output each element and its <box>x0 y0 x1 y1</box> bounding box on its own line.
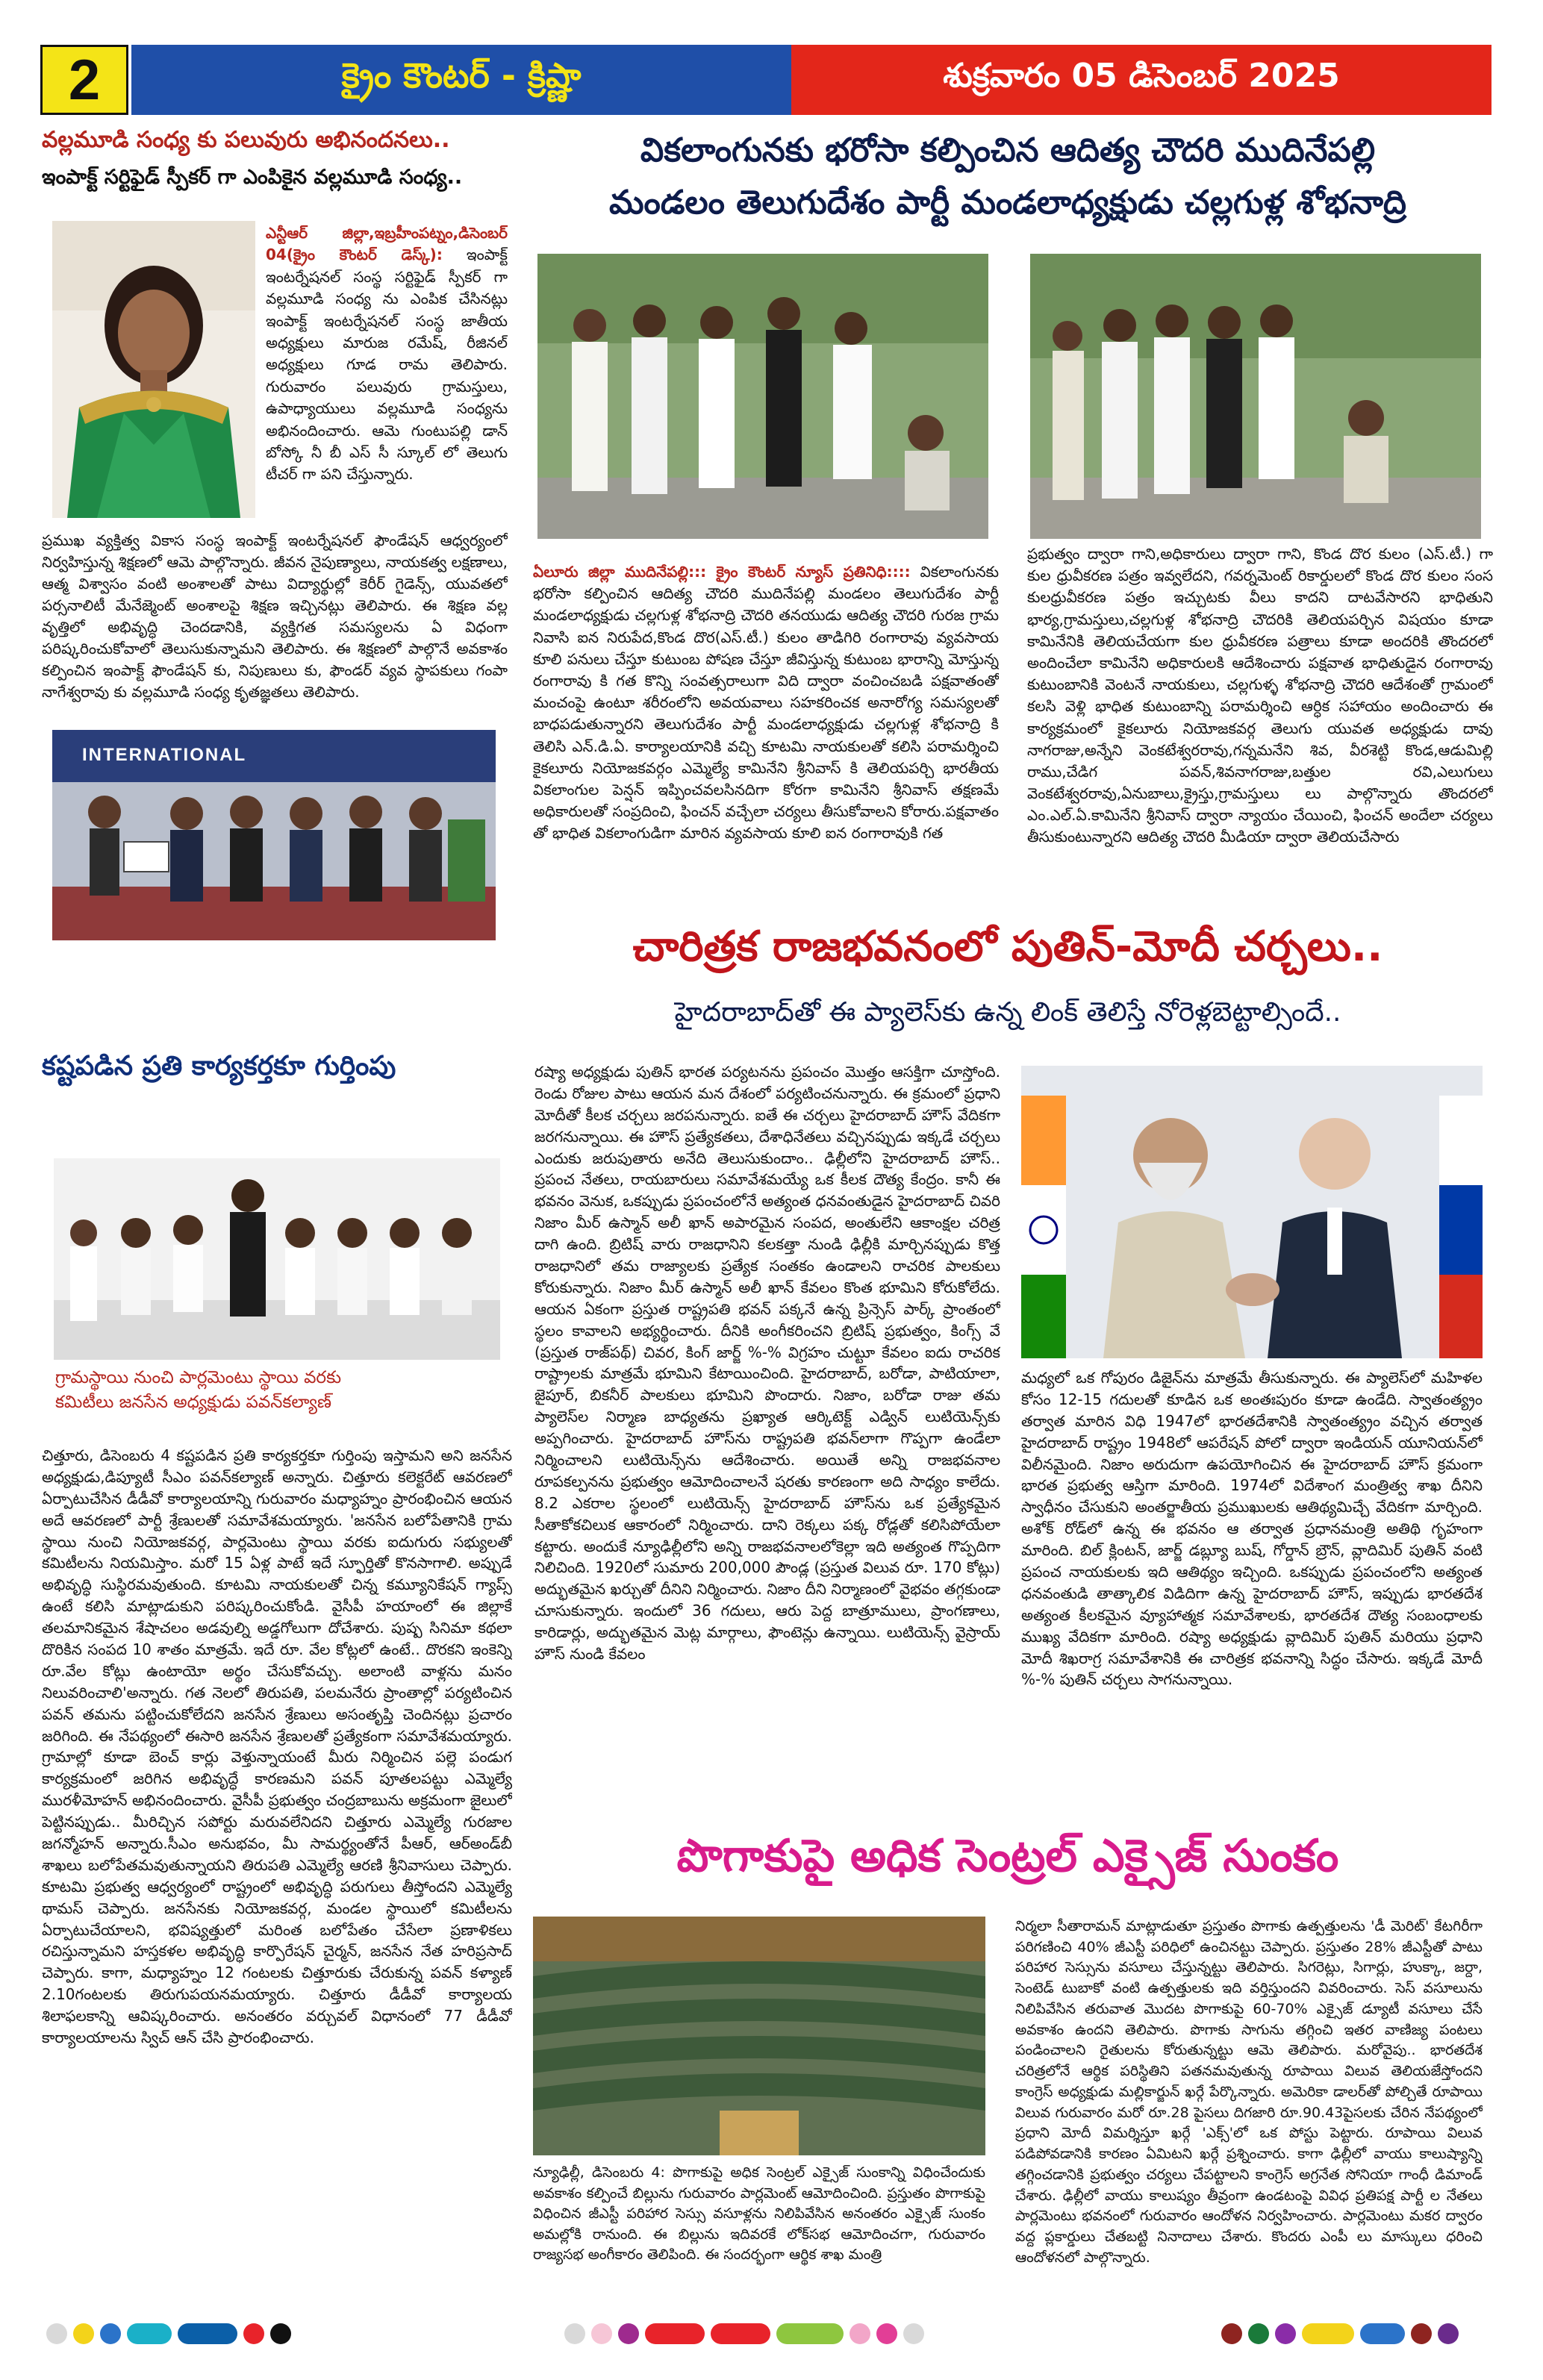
aditya-body-left <box>533 561 999 897</box>
meeting-illustration <box>54 1114 500 1360</box>
janasena-meeting-photo <box>54 1114 500 1360</box>
putin-body-right: మధ్యలో ఒక గోపురం డిజైన్‌ను మాత్రమే తీసుకున్నారు. ఈ ప్యాలెస్‌లో మహిళల కోసం 12-15 గదులతో కూడిన ఒక అంతఃపురం కూడా ఉండేది. స్వాతంత్య్రం తర్వాత మారిన విధి 1947లో భారతదేశానికి స్వాతంత్య్రం వచ్చిన తర్వాత హైదరాబాద్ రాష్ట్రం 1948లో ఆపరేషన్ పోలో ద్వారా ఇండియన్ యూనియన్‌లో విలీనమైంది. నిజాం అరుదుగా ఉపయోగించిన ఈ హైదరాబాద్ హౌస్ క్రమంగా భారత ప్రభుత్వ ఆస్తిగా మారింది. 1974లో విదేశాంగ మంత్రిత్వ శాఖ దీనిని స్వాధీనం చేసుకుని అంతర్జాతీయ ప్రముఖులకు ఆతిథ్యమిచ్చే వేదికగా మార్చింది. అశోక్ రోడ్‌లో ఉన్న ఈ భవనం ఆ తర్వాత ప్రధానమంత్రి అతిథి గృహంగా మారింది. బిల్ క్లింటన్, జార్జ్ డబ్ల్యూ బుష్, గోర్డాన్ బ్రౌన్, వ్లాదిమిర్ పుతిన్ వంటి ప్రపంచ నాయకులకు ఇది ఆతిథ్యం ఇచ్చింది. ఒకప్పుడు ప్రపంచంలోని అత్యంత ధనవంతుడి తాత్కాలిక విడిదిగా ఉన్న హైదరాబాద్ హౌస్, ఇప్పుడు భారతదేశ అత్యంత కీలకమైన వ్యూహాత్మక సమావేశాలకు, భారతదేశ దౌత్య సంబంధాలకు ముఖ్య వేదికగా మారింది. రష్యా అధ్యక్షుడు వ్లాదిమిర్ పుతిన్ మరియు ప్రధాని మోదీ శిఖరాగ్ర సమావేశానికి ఈ చారిత్రక భవనాన్ని సిద్ధం చేసారు. ఇక్కడే మోదీ %-% పుతిన్ చర్చలు సాగనున్నాయి. <box>1021 1369 1483 1689</box>
color-bar <box>1360 2323 1405 2344</box>
subheadline: గ్రామస్థాయి నుంచి పార్లమెంటు స్థాయి వరకు కమిటీలు జనసేన అధ్యక్షుడు పవన్‌కల్యాణ్ <box>55 1368 342 1413</box>
portrait-illustration <box>52 221 255 518</box>
body-text: వికలాంగునకు భరోసా కల్పించిన ఆదిత్య చౌదరి ముదినేపల్లి మండలం తెలుగుదేశం పార్టీ మండలాధ్యక్షుడు చల్లగుళ్ల శోభనాద్రి చౌదరి తనయుడు ఆదిత్య చౌదరి గురజ గ్రామ నివాసి ఐన నిరుపేద,కొండ దొర(ఎస్.టీ.) కులం తాడిగిరి రంగారావు వ్యవసాయ కూలి పనులు చేస్తూ కుటుంబ పోషణ చేస్తూ జీవిస్తున్న కుటుంబ భారాన్ని మోస్తున్న రంగారావు కి గత కొన్ని సంవత్సరాలుగా విది ద్వారా వంచించబడి పక్షవాతంతో మంచంపై ఉంటూ శరీరంలోని అవయవాలు సహకరించక అనారోగ్య సమస్యలతో బాధపడుతున్నారని తెలుగుదేశం పార్టీ మండలాధ్యక్షుడు చల్లగుళ్ల శోభనాద్రి కి తెలిసి ఎన్.డి.ఏ. కార్యాలయానికి వచ్చి కూటమి నాయకులతో కలిసి పరామర్శించి కైకలూరు నియోజకవర్గం ఎమ్మెల్యే కామినేని శ్రీనివాస్ కి తెలియపర్చి భారతీయ వికలాంగుల పెన్షన్ ఇప్పించవలసినదిగా కోరగా కామినేని శ్రీనివాస్ తక్షణమే అధికారులతో సంప్రదించి, ఫించన్ వచ్చేలా చర్యలు తీసుకోవాలని కోరారు.పక్షవాతం తో భాధిత వికలాంగుడిగా మారిన వ్యవసాయ కూలి ఐన రంగారావుకి గత <box>533 563 999 843</box>
tobacco-body-left: న్యూఢిల్లీ, డిసెంబరు 4: పొగాకుపై అధిక సెంట్రల్ ఎక్సైజ్ సుంకాన్ని విధించేందుకు అవకాశం కల్పించే బిల్లును గురువారం పార్లమెంట్ ఆమోదించింది. ప్రస్తుతం పొగాకుపై విధించిన జీఎస్టీ పరిహార సెస్సు వసూళ్లను నిలిపివేసిన అనంతరం ఎక్సైజ్ సుంకం అమల్లోకి రానుంది. ఈ బిల్లును ఇదివరకే లోక్‌సభ ఆమోదించగా, గురువారం రాజ్యసభ అంగీకారం తెలిపింది. ఈ సందర్భంగా ఆర్థిక శాఖ మంత్రి <box>533 2164 985 2264</box>
sandhya-body-bottom: ప్రముఖ వ్యక్తిత్వ వికాస సంస్థ ఇంపాక్ట్ ఇంటర్నేషనల్ ఫౌండేషన్ ఆధ్వర్యంలో నిర్వహిస్తున్న శిక్షణలో ఆమె పాల్గొన్నారు. జీవన నైపుణ్యాలు, నాయకత్వ లక్షణాలు, ఆత్మ విశ్వాసం వంటి అంశాలతో పాటు విద్యార్థుల్లో కెరీర్ గైడెన్స్, యువతలో పర్సనాలిటీ మేనేజ్మెంట్ అంశాలపై శిక్షణ ఇచ్చినట్లు తెలిపారు. ఈ శిక్షణ వల్ల వృత్తిలో అభివృద్ధి చెందడానికి, వ్యక్తిగత సమస్యలను ఏ విధంగా పరిష్కరించుకోవాలో తెలుసుకున్నామని తెలిపారు. ఈ శిక్షణలో పాల్గొనే అవకాశం కల్పించిన ఇంపాక్ట్ ఫౌండేషన్ కు, నిపుణులు కు, ఫౌండర్ వ్యవ స్థాపకులు గంపా నాగేశ్వరావు కు వల్లమూడి సంధ్య కృతజ్ఞతలు తెలిపారు. <box>42 531 508 701</box>
page-number-box <box>40 45 128 115</box>
edition-bar <box>131 45 791 115</box>
color-dot <box>903 2323 924 2344</box>
color-dot <box>591 2323 612 2344</box>
page-header <box>40 45 1491 115</box>
color-dot <box>1411 2323 1432 2344</box>
dateline: ఏలూరు జిల్లా ముదినేపల్లి::: క్రైం కౌంటర్ న్యూస్ ప్రతినిధి:::: <box>533 563 911 581</box>
article-putin-modi <box>523 922 1493 1818</box>
aditya-visit-photo-2 <box>1030 254 1481 539</box>
aditya-body-right: ప్రభుత్వం ద్వారా గాని,అధికారులు ద్వారా గాని, కొండ దొర కులం (ఎస్.టీ.) గా కుల ధ్రువీకరణ పత్రం ఇవ్వలేదని, గవర్నమెంట్ రికార్డులలో కొండ దొర కులం సంస కులధ్రువీకరణ పత్రం ఇచ్చుటకు వీలు కాదని దాటవేసారని భాధితుని భార్య,గ్రామస్తులు,చల్లగుళ్ల శోభనాద్రి చౌదరికి తెలియపర్చిన విషయం కూడా కామినేనికి తెలియచేయగా కుల ధ్రువీకరణ పత్రాలు కూడా అందరికి తొందరలో అందించేలా కామినేని అధికారులకి ఆదేశించారు పక్షవాత భాధితుడైన రంగారావు కుటుంబానికి వెంటనే నాయకులు, చల్లగుళ్ళ శోభనాద్రి చౌదరి ఆదేశంతో గ్రామంలో కలసి వెళ్లి భాధిత కుటుంబాన్ని పరామర్శించి ఆర్ధిక సహాయం అందించారు ఈ కార్యక్రమంలో కైకలూరు నియోజకవర్గ తెలుగు యువత అధ్యక్షుడు దావు నాగరాజు,అన్నేని వెంకటేశ్వరరావు,గన్నమనేని శివ, వీరశెట్టి కొండ,ఆడుమిల్లి రాము,చేడిగ పవన్,శివనాగరాజు,బత్తుల రవి,ఎలుగులు వెంకటేశ్వరరావు,ఏనుబాలు,క్రైస్తు,గ్రామస్తులు లు పాల్గొన్నారు తొందరలో ఎం.ఎల్.ఏ.కామినేని శ్రీనివాస్ ద్వారా న్యాయం చేయించి, ఫించన్ అందేలా చర్యలు తీసుకుంటున్నారని ఆదిత్య చౌదరి మీడియా ద్వారా తెలియచేసారు <box>1027 545 1493 846</box>
color-dot <box>270 2323 291 2344</box>
sandhya-body-top <box>266 222 508 558</box>
color-bar <box>1302 2323 1354 2344</box>
article-sandhya <box>42 127 508 1037</box>
color-dot <box>1221 2323 1242 2344</box>
subheadline: హైదరాబాద్‌తో ఈ ప్యాలెస్‌కు ఉన్న లింక్ తెలిస్తే నోరెళ్లబెట్టాల్సిందే.. <box>674 997 1341 1028</box>
training-ceremony-photo <box>52 730 496 940</box>
color-bar <box>645 2323 705 2344</box>
article-pawan-kalyan <box>42 1051 512 2282</box>
issue-date: శుక్రవారం 05 డిసెంబర్ 2025 <box>943 57 1340 95</box>
body-text: ఇంపాక్ట్ ఇంటర్నేషనల్ సంస్థ సర్టిఫైడ్ స్పీకర్ గా వల్లమూడి సంధ్య ను ఎంపిక చేసినట్లు ఇంపాక్ట్ ఇంటర్నేషనల్ సంస్థ జాతీయ అధ్యక్షులు మారుజ రమేష్, రీజినల్ అధ్యక్షులు గూడ రామ తెలిపారు. గురువారం పలువురు గ్రామస్తులు, ఉపాధ్యాయులు వల్లమూడి సంధ్యను అభినందించారు. ఆమె గుంటుపల్లి డాన్ బోస్కో నీ బీ ఎస్ సీ స్కూల్ లో తెలుగు టీచర్ గా పని చేస్తున్నారు. <box>266 246 508 484</box>
aditya-visit-photo-1 <box>537 254 988 539</box>
color-dot <box>1438 2323 1459 2344</box>
color-dot <box>850 2323 870 2344</box>
sandhya-portrait-photo <box>52 221 255 518</box>
putin-body-left: రష్యా అధ్యక్షుడు పుతిన్ భారత పర్యటనను ప్రపంచం మొత్తం ఆసక్తిగా చూస్తోంది. రెండు రోజుల పాటు ఆయన మన దేశంలో పర్యటించనున్నారు. ఈ క్రమంలో ప్రధాని మోదీతో కీలక చర్చలు జరపనున్నారు. ఐతే ఈ చర్చలు హైదరాబాద్ హౌస్ వేదికగా జరగనున్నాయి. ఈ హౌస్ ప్రత్యేకతలు, దేశాధినేతలు వచ్చినప్పుడు ఇక్కడే చర్చలు ఎందుకు జరుపుతారు అనేది తెలుసుకుందాం.. ఢిల్లీలోని హైదరాబాద్ హౌస్.. ప్రపంచ నేతలు, రాయబారులు సమావేశమయ్యే ఒక కీలక దౌత్య కేంద్రం. కానీ ఈ భవనం వెనుక, ఒకప్పుడు ప్రపంచంలోనే అత్యంత ధనవంతుడైన హైదరాబాద్ చివరి నిజాం మీర్ ఉస్మాన్ అలీ ఖాన్ అపారమైన సంపద, అంతులేని ఆకాంక్షల చరిత్ర దాగి ఉంది. బ్రిటిష్ వారు రాజధానిని కలకత్తా నుండి ఢిల్లీకి మార్చినప్పుడు కొత్త రాజధానిలో తమ రాజ్యాలకు ప్రత్యేక సంతకం ఉండాలని రాచరిక పాలకులు కోరుకున్నారు. నిజాం మీర్ ఉస్మాన్ అలీ ఖాన్ కేవలం కొంత భూమిని కోరుకోలేదు. ఆయన ఏకంగా ప్రస్తుత రాష్ట్రపతి భవన్ పక్కనే ఉన్న ప్రిన్సెస్ పార్క్ ప్రాంతంలో స్థలం కావాలని అభ్యర్థించారు. దీనికి అంగీకరించని బ్రిటిష్ ప్రభుత్వం, కింగ్స్ వే (ప్రస్తుత రాజ్‌పథ్) చివర, కింగ్ జార్జ్ %-% విగ్రహం చుట్టూ కేవలం ఐదు రాచరిక రాష్ట్రాలకు మాత్రమే భూమిని కేటాయించింది. హైదరాబాద్, బరోడా, పాటియాలా, జైపూర్, బికనీర్ పాలకులు భూమిని పొందారు. నిజాం, బరోడా రాజు తమ ప్యాలెస్‌ల నిర్మాణ బాధ్యతను ప్రఖ్యాత ఆర్కిటెక్ట్ ఎడ్విన్ లుటియెన్స్‌కు అప్పగించారు. హైదరాబాద్ హౌస్‌ను రాష్ట్రపతి భవన్‌లాగా గొప్పగా ఉండేలా నిర్మించాలని లుటియెన్స్‌ను ఆదేశించారు. అయితే అన్ని రాజభవనాల రూపకల్పనను ప్రభుత్వం ఆమోదించాలనే షరతు కారణంగా అది సాధ్యం కాలేదు. 8.2 ఎకరాల స్థలంలో లుటియెన్స్ హైదరాబాద్ హౌస్‌ను ఒక ప్రత్యేకమైన సీతాకోకచిలుక ఆకారంలో నిర్మించారు. దాని రెక్కలు పక్క రోడ్లతో కలిసిపోయేలా కట్టారు. అందుకే న్యూఢిల్లీలోని అన్ని రాజభవనాలలోకెల్లా ఇది అత్యంత గొప్పదిగా నిలిచింది. 1920లో సుమారు 200,000 పౌండ్ల (ప్రస్తుత విలువ రూ. 170 కోట్లు) అద్భుతమైన ఖర్చుతో దీనిని నిర్మించారు. నిజాం దీని నిర్మాణంలో వైభవం తగ్గకుండా చూసుకున్నారు. ఇందులో 36 గదులు, ఆరు పెద్ద బాత్రూములు, ప్రాంగణాలు, కారిడార్లు, అద్భుతమైన మెట్ల మార్గాలు, ఫౌంటెన్లు ఉన్నాయి. లుటియెన్స్ వైస్రాయ్ హౌస్ నుండి కేవలం <box>534 1063 1000 1664</box>
banner-text: INTERNATIONAL <box>82 745 247 765</box>
page-number: 2 <box>68 48 101 112</box>
color-dot <box>876 2323 897 2344</box>
subheadline: ఇంపాక్ట్ సర్టిఫైడ్ స్పీకర్ గా ఎంపికైన వల్లమూడి సంధ్య.. <box>42 166 463 189</box>
dateline: ఎన్టీఆర్ జిల్లా,ఇబ్రహీంపట్నం,డిసెంబర్ 04(క్రైం కౌంటర్ డెస్క్): <box>266 224 508 264</box>
handshake-illustration <box>1021 1066 1483 1358</box>
modi-putin-handshake-photo <box>1021 1066 1483 1358</box>
headline: కష్టపడిన ప్రతి కార్యకర్తకూ గుర్తింపు <box>42 1051 396 1081</box>
footer-color-strip-left <box>46 2321 360 2346</box>
tobacco-body-right: నిర్మలా సీతారామన్ మాట్లాడుతూ ప్రస్తుతం పొగాకు ఉత్పత్తులను 'డీ మెరిట్' కేటగిరీగా పరిగణించి 40% జీఎస్టీ పరిధిలో ఉంచినట్టు చెప్పారు. ప్రస్తుతం 28% జీఎస్టీతో పాటు పరిహార సెస్సును వసూలు చేస్తున్నట్టు తెలిపారు. సిగరెట్లు, సిగార్లు, హుక్కా, జర్దా, సెంటెడ్ టుబాకో వంటి ఉత్పత్తులకు ఇది వర్తిస్తుందని వివరించారు. సెస్ వసూలును నిలిపివేసిన తరువాత మొదట పొగాకుపై 60-70% ఎక్సైజ్ డ్యూటీ వసూలు చేసే అవకాశం ఉందని తెలిపారు. పొగాకు సాగును తగ్గించి ఇతర వాణిజ్య పంటలు పండించాలని రైతులను కోరుతున్నట్టు ఆమె తెలిపారు. మరోవైపు.. భారతదేశ చరిత్రలోనే ఆర్థిక పరిస్థితిని పతనమవుతున్న రూపాయి విలువ తెలియజేస్తోందని కాంగ్రెస్ అధ్యక్షుడు మల్లికార్జున్ ఖర్గే పేర్కొన్నారు. అమెరికా డాలర్‌తో పోల్చితే రూపాయి విలువ గురువారం మరో రూ.28 పైసలు దిగజారి రూ.90.43పైసలకు చేరిన నేపథ్యంలో ప్రధాని మోదీ విమర్శిస్తూ ఖర్గే 'ఎక్స్'లో ఒక పోస్టు పెట్టారు. రూపాయి విలువ పడిపోవడానికి కారణం ఏమిటని ఖర్గే ప్రశ్నించారు. కాగా ఢిల్లీలో వాయు కాలుష్యాన్ని తగ్గించడానికి ప్రభుత్వం చర్యలు చేపట్టాలని కాంగ్రెస్ అగ్రనేత సోనియా గాంధీ డిమాండ్ చేశారు. ఢిల్లీలో వాయు కాలుష్యం తీవ్రంగా ఉండటంపై వివిధ ప్రతిపక్ష పార్టీ ల నేతలు పార్లమెంటు భవనంలో గురువారం ఆందోళన నిర్వహించారు. పార్లమెంటు మకర ద్వారం వద్ద ప్లకార్డులు చేతబట్టి నినాదాలు చేశారు. కొందరు ఎంపీ లు మాస్కులు ధరించి ఆందోళనలో పాల్గొన్నారు. <box>1015 1918 1483 2266</box>
color-dot <box>564 2323 585 2344</box>
color-dot <box>1248 2323 1269 2344</box>
visit-illustration-1 <box>537 254 988 539</box>
headline: వల్లమూడి సంధ్య కు పలువురు అభినందనలు.. <box>42 127 450 153</box>
headline: పొగాకుపై అధిక సెంట్రల్ ఎక్సైజ్ సుంకం <box>676 1830 1339 1882</box>
color-dot <box>46 2323 67 2344</box>
article-tobacco-excise <box>523 1830 1493 2293</box>
date-bar <box>791 45 1491 115</box>
footer-color-strip-right <box>1221 2321 1490 2346</box>
headline: చారిత్రక రాజభవనంలో పుతిన్-మోదీ చర్చలు.. <box>632 922 1383 971</box>
color-dot <box>73 2323 94 2344</box>
color-bar <box>776 2323 844 2344</box>
color-bar <box>711 2323 770 2344</box>
color-bar <box>178 2323 237 2344</box>
parliament-illustration <box>533 1917 985 2155</box>
article-aditya <box>523 131 1493 900</box>
footer-color-strip-center <box>564 2321 982 2346</box>
color-dot <box>100 2323 121 2344</box>
color-dot <box>1275 2323 1296 2344</box>
visit-illustration-2 <box>1030 254 1481 539</box>
headline-line2: మండలం తెలుగుదేశం పార్టీ మండలాధ్యక్షుడు చల్లగుళ్ల శోభనాద్రి <box>609 184 1406 222</box>
pawan-body: చిత్తూరు, డిసెంబరు 4 కష్టపడిన ప్రతి కార్యకర్తకూ గుర్తింపు ఇస్తామని అని జనసేన అధ్యక్షుడు,డిప్యూటీ సీఎం పవన్‌కల్యాణ్ అన్నారు. చిత్తూరు కలెక్టరేట్ ఆవరణలో ఏర్పాటుచేసిన డీడీవో కార్యాలయాన్ని గురువారం మధ్యాహ్నం ప్రారంభించిన ఆయన అదే ఆవరణలో పార్టీ శ్రేణులతో సమావేశమయ్యారు. 'జనసేన బలోపేతానికి గ్రామ స్థాయి నుంచి నియోజకవర్గ, పార్లమెంటు స్థాయి వరకు ఐదుగురు సభ్యులతో కమిటీలను నియమిస్తాం. మరో 15 ఏళ్ల పాటే ఇదే స్ఫూర్తితో కొనసాగాలి. అప్పుడే అభివృద్ధి సుస్థిరమవుతుంది. కూటమి నాయకులతో చిన్న కమ్యూనికేషన్ గ్యాప్స్ ఉంటే కలిసి మాట్లాడుకుని పరిష్కరించుకోండి. వైసీపీ హయాంలో ఈ జిల్లాకే తలమానికమైన శేషాచలం అడవుల్ని అడ్డగోలుగా దోచేశారు. పుష్ప సినిమా కథలా దొరికిన సంపద 10 శాతం మాత్రమే. ఇదే రూ. వేల కోట్లలో ఉంటే.. దొరకని ఇంకెన్ని రూ.వేల కోట్లు ఉంటాయో అర్థం చేసుకోవచ్చు. అలాంటి వాళ్లను మనం నిలువరించాలి'అన్నారు. గత నెలలో తిరుపతి, పలమనేరు ప్రాంతాల్లో పర్యటించిన పవన్ తమను పట్టించుకోలేదని జనసేన శ్రేణులు అసంతృప్తి చెందినట్లు ప్రచారం జరిగింది. ఈ నేపథ్యంలో ఈసారి జనసేన శ్రేణులతో ప్రత్యేకంగా సమావేశమయ్యారు. గ్రామాల్లో కూడా బెంచ్ కార్లు వెళ్తున్నాయంటే మీరు నిర్మించిన పల్లె పండుగ కార్యక్రమంలో జరిగిన అభివృద్ధే కారణమని పవన్ పూతలపట్టు ఎమ్మెల్యే మురళీమోహన్ అభినందించారు. వైసీపీ ప్రభుత్వం చంద్రబాబును అక్రమంగా జైలులో పెట్టినప్పుడు.. మీరిచ్చిన సపోర్టు మరువలేనిదని చిత్తూరు ఎమ్మెల్యే గురజాల జగన్మోహన్ అన్నారు.సీఎం అనుభవం, మీ సామర్థ్యంతోనే పీఆర్, ఆర్అండ్‌బీ శాఖలు బలోపేతమవుతున్నాయని తిరుపతి ఎమ్మెల్యే ఆరణి శ్రీనివాసులు చెప్పారు. కూటమి ప్రభుత్వ ఆధ్వర్యంలో రాష్ట్రంలో అభివృద్ధి పరుగులు తీస్తోందని ఎమ్మెల్యే థామస్ చెప్పారు. జనసేనకు నియోజకవర్గ, మండల స్థాయిలో కమిటీలను ఏర్పాటుచేయాలని, భవిష్యత్తులో మరింత బలోపేతం చేసేలా ప్రణాళికలు రచిస్తున్నామని హస్తకళల అభివృద్ధి కార్పొరేషన్ చైర్మన్, జనసేన నేత హరిప్రసాద్ చెప్పారు. కాగా, మధ్యాహ్నం 12 గంటలకు చిత్తూరుకు చేరుకున్న పవన్ కళ్యాణ్ 2.10గంటలకు తిరుగుపయనమయ్యారు. చిత్తూరు డీడీవో కార్యాలయ శిలాఫలకాన్ని ఆవిష్కరించారు. అనంతరం వర్చువల్ విధానంలో 77 డీడీవో కార్యాలయాలను స్విచ్ ఆన్ చేసి ప్రారంభించారు. <box>42 1446 512 2047</box>
color-dot <box>243 2323 264 2344</box>
parliament-session-photo <box>533 1917 985 2155</box>
edition-title: క్రైం కౌంటర్ - క్రిష్ణా <box>341 55 582 96</box>
color-dot <box>618 2323 639 2344</box>
headline-line1: వికలాంగునకు భరోసా కల్పించిన ఆదిత్య చౌదరి ముదినేపల్లి <box>640 131 1376 169</box>
color-bar <box>127 2323 172 2344</box>
